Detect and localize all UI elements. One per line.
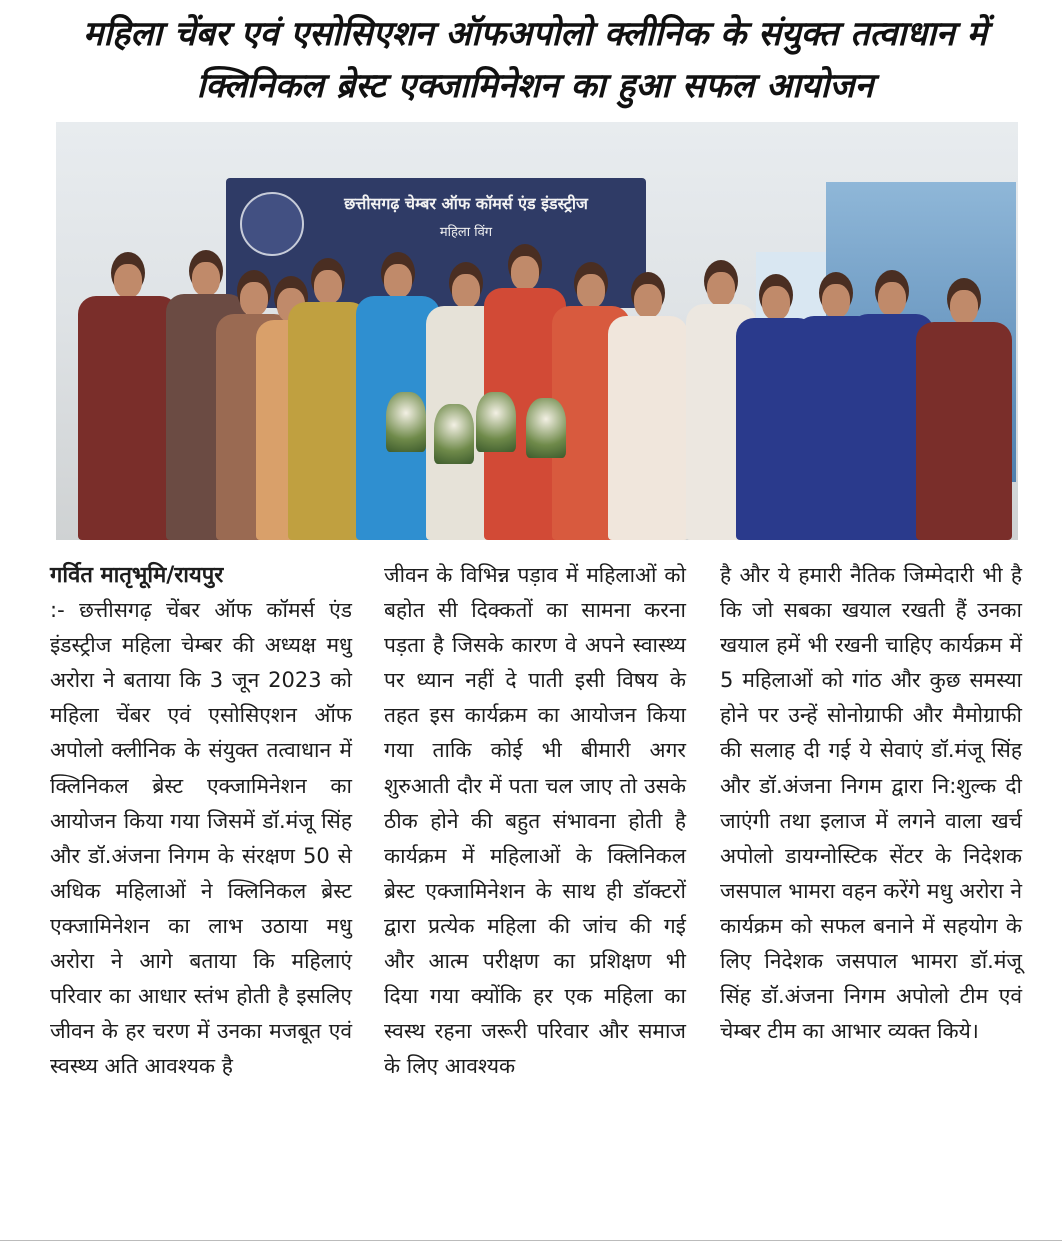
headline-line-2: क्लिनिकल ब्रेस्ट एक्जामिनेशन का हुआ सफल आयोजन <box>196 66 874 106</box>
column-3-text: है और ये हमारी नैतिक जिम्मेदारी भी है कि जो सबका खयाल रखती हैं उनका खयाल हमें भी रखनी चाहिए कार्यक्रम में 5 महिलाओं को गांठ और कुछ समस्या होने पर उन्हें सोनोग्राफी और मैमोग्राफी की सलाह दी गई ये सेवाएं डॉ.मंजू सिंह और डॉ.अंजना निगम द्वारा नि:शुल्क दी जाएंगी तथा इलाज में लगने वाला खर्च अपोलो डायग्नोस्टिक सेंटर के निदेशक जसपाल भामरा वहन करेंगे मधु अरोरा ने कार्यक्रम को सफल बनाने में सहयोग के लिए निदेशक जसपाल भामरा डॉ.मंजू सिंह डॉ.अंजना निगम अपोलो टीम एवं चेम्बर टीम का आभार व्यक्त किये। <box>720 563 1022 1044</box>
person <box>916 278 1012 540</box>
adjacent-column-fragment <box>0 240 12 1190</box>
article-column-2 <box>384 558 686 1084</box>
headline-line-1: महिला चेंबर एवं एसोसिएशन ऑफअपोलो क्लीनिक के संयुक्त तत्वाधान में <box>83 14 987 54</box>
banner-subtitle: महिला विंग <box>439 225 493 240</box>
bouquet <box>434 404 474 464</box>
headline <box>40 8 1030 112</box>
chamber-logo-icon <box>240 192 304 256</box>
person <box>78 252 178 540</box>
person <box>608 272 688 540</box>
article-column-3 <box>720 558 1022 1049</box>
group-photo <box>56 122 1018 540</box>
bouquet <box>386 392 426 452</box>
bottom-rule <box>0 1240 1062 1241</box>
bouquet <box>526 398 566 458</box>
column-1-text: :- छत्तीसगढ़ चेंबर ऑफ कॉमर्स एंड इंडस्ट्रीज महिला चेम्बर की अध्यक्ष मधु अरोरा ने बताया कि 3 जून 2023 को महिला चेंबर एवं एसोसिएशन ऑफ अपोलो क्लीनिक के संयुक्त तत्वाधान में क्लिनिकल ब्रेस्ट एक्जामिनेशन का आयोजन किया गया जिसमें डॉ.मंजू सिंह और डॉ.अंजना निगम के संरक्षण 50 से अधिक महिलाओं ने क्लिनिकल ब्रेस्ट एक्जामिनेशन का लाभ उठाया मधु अरोरा ने आगे बताया कि महिलाएं परिवार का आधार स्तंभ होती है इसलिए जीवन के हर चरण में उनका मजबूत एवं स्वस्थ्य अति आवश्यक है <box>50 598 352 1079</box>
bouquet <box>476 392 516 452</box>
article-column-1 <box>50 558 352 1084</box>
byline: गर्वित मातृभूमि/रायपुर <box>50 563 224 588</box>
column-2-text: जीवन के विभिन्न पड़ाव में महिलाओं को बहोत सी दिक्कतों का सामना करना पड़ता है जिसके कारण वे अपने स्वास्थ्य पर ध्यान नहीं दे पाती इसी विषय के तहत इस कार्यक्रम का आयोजन किया गया ताकि कोई भी बीमारी अगर शुरुआती दौर में पता चल जाए तो उसके ठीक होने की बहुत संभावना होती है कार्यक्रम में महिलाओं के क्लिनिकल ब्रेस्ट एक्जामिनेशन के साथ ही डॉक्टरों द्वारा प्रत्येक महिला की जांच की गई और आत्म परीक्षण का प्रशिक्षण भी दिया गया क्योंकि हर एक महिला का स्वस्थ रहना जरूरी परिवार और समाज के लिए आवश्यक <box>384 563 686 1079</box>
banner-title: छत्तीसगढ़ चेम्बर ऑफ कॉमर्स एंड इंडस्ट्रीज <box>344 194 588 213</box>
